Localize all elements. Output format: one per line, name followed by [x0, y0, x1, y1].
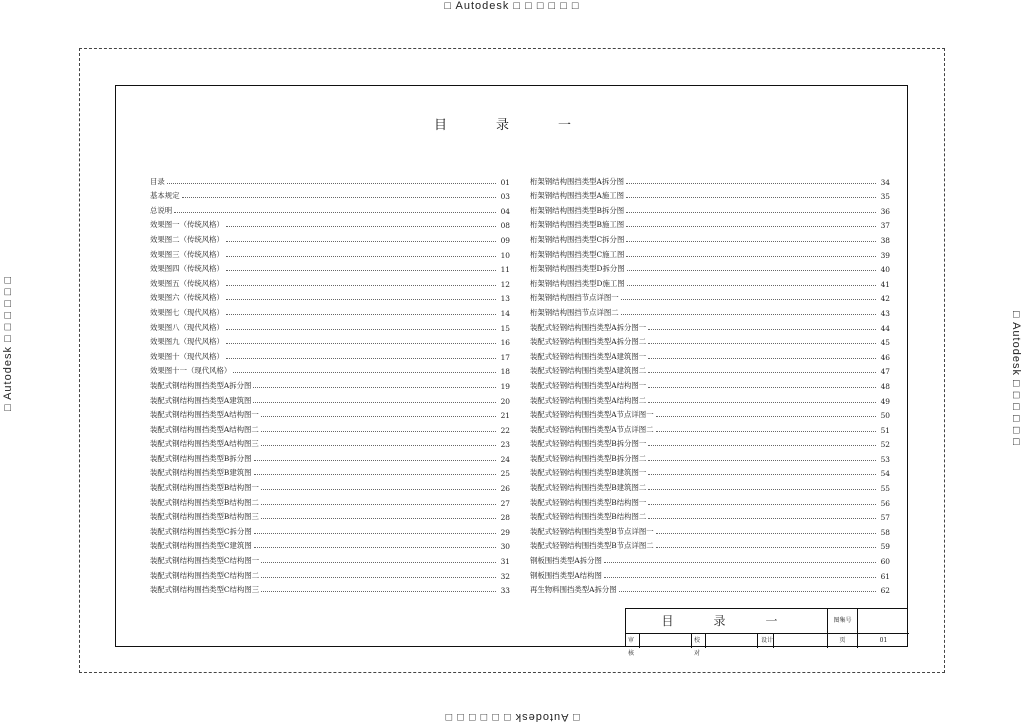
toc-entry [530, 362, 890, 377]
toc-entry-page: 15 [500, 323, 510, 333]
toc-entry-title: 效果图二（传统风格） [150, 234, 224, 244]
toc-dot-leader [648, 387, 876, 388]
toc-entry-title: 效果图九（现代风格） [150, 337, 224, 347]
toc-entry-page: 49 [880, 396, 890, 406]
toc-entry-title: 效果图十一（现代风格） [150, 366, 232, 376]
toc-entry-page: 33 [500, 586, 510, 596]
toc-entry-title: 装配式钢结构围挡类型A建筑图 [150, 395, 252, 405]
toc-entry-page: 31 [500, 557, 510, 567]
toc-entry-title: 装配式轻钢结构围挡类型A结构图二 [530, 395, 647, 405]
toc-entry [530, 216, 890, 231]
check-value [706, 634, 758, 648]
toc-dot-leader [648, 329, 876, 330]
toc-entry-page: 36 [880, 206, 890, 216]
toc-entry [150, 318, 510, 333]
toc-dot-leader [261, 489, 496, 490]
toc-dot-leader [233, 372, 496, 373]
toc-entry-page: 27 [500, 498, 510, 508]
toc-entry [150, 508, 510, 523]
toc-entry-page: 01 [500, 177, 510, 187]
toc-entry [150, 420, 510, 435]
toc-entry-title: 效果图十（现代风格） [150, 351, 224, 361]
toc-entry [150, 493, 510, 508]
toc-entry-page: 47 [880, 367, 890, 377]
toc-entry-page: 32 [500, 571, 510, 581]
toc-dot-leader [619, 591, 876, 592]
design-label: 设计 [758, 634, 774, 648]
toc-dot-leader [261, 518, 496, 519]
toc-entry [530, 347, 890, 362]
toc-entry-page: 51 [880, 425, 890, 435]
toc-entry [530, 508, 890, 523]
toc-entry [150, 260, 510, 275]
toc-entry [530, 493, 890, 508]
toc-entry-page: 22 [500, 425, 510, 435]
toc-entry-title: 装配式钢结构围挡类型B结构图一 [150, 483, 259, 493]
toc-entry-page: 08 [500, 221, 510, 231]
toc-entry [150, 201, 510, 216]
toc-entry-title: 装配式轻钢结构围挡类型A节点详图一 [530, 410, 654, 420]
toc-entry [150, 522, 510, 537]
toc-entry [150, 581, 510, 596]
toc-dot-leader [226, 241, 496, 242]
toc-entry-title: 装配式轻钢结构围挡类型B建筑图二 [530, 483, 647, 493]
toc-entry [530, 551, 890, 566]
toc-entry-title: 装配式轻钢结构围挡类型B结构图二 [530, 512, 647, 522]
toc-entry-title: 目录 [150, 176, 165, 186]
review-value [640, 634, 692, 648]
toc-entry-page: 42 [880, 294, 890, 304]
toc-entry-page: 35 [880, 192, 890, 202]
toc-dot-leader [648, 489, 876, 490]
toc-entry [150, 333, 510, 348]
toc-entry-page: 13 [500, 294, 510, 304]
toc-entry-title: 总说明 [150, 205, 173, 215]
page-value: 01 [879, 637, 888, 644]
design-value [774, 634, 828, 648]
toc-entry-page: 55 [880, 484, 890, 494]
toc-dot-leader [648, 460, 876, 461]
toc-entry [530, 420, 890, 435]
toc-entry [150, 537, 510, 552]
toc-entry-title: 效果图四（传统风格） [150, 264, 224, 274]
toc-dot-leader [656, 533, 876, 534]
toc-entry [150, 274, 510, 289]
toc-dot-leader [604, 562, 876, 563]
toc-entry-title: 装配式轻钢结构围挡类型B节点详图二 [530, 541, 654, 551]
toc-entry-title: 装配式轻钢结构围挡类型A节点详图二 [530, 424, 654, 434]
toc-entry-page: 37 [880, 221, 890, 231]
toc-dot-leader [254, 474, 496, 475]
toc-dot-leader [626, 241, 876, 242]
title-block [625, 608, 908, 657]
toc-entry-page: 59 [880, 542, 890, 552]
toc-entry [150, 362, 510, 377]
toc-dot-leader [656, 547, 876, 548]
watermark-right: □ Autodesk □ □ □ □ □ □ [1010, 311, 1022, 447]
toc-entry-page: 24 [500, 454, 510, 464]
toc-entry-title: 装配式钢结构围挡类型A拆分图 [150, 380, 252, 390]
toc-entry [150, 347, 510, 362]
toc-entry-title: 桁架钢结构围挡节点详图二 [530, 307, 619, 317]
toc-entry [150, 478, 510, 493]
toc-entry [150, 289, 510, 304]
toc-entry [150, 172, 510, 187]
review-label: 审核 [626, 634, 640, 648]
toc-dot-leader [253, 402, 496, 403]
toc-dot-leader [174, 212, 496, 213]
toc-entry-page: 19 [500, 381, 510, 391]
toc-entry-page: 26 [500, 484, 510, 494]
toc-entry-page: 38 [880, 235, 890, 245]
watermark-bottom: □ Autodesk □ □ □ □ □ □ [444, 711, 580, 723]
toc-dot-leader [627, 285, 876, 286]
toc-entry-title: 桁架钢结构围挡节点详图一 [530, 293, 619, 303]
toc-entry-page: 10 [500, 250, 510, 260]
toc-entry [150, 435, 510, 450]
toc-entry-title: 桁架钢结构围挡类型B拆分图 [530, 205, 625, 215]
toc-entry-page: 04 [500, 206, 510, 216]
toc-entry [530, 187, 890, 202]
toc-entry-page: 41 [880, 279, 890, 289]
toc-entry-title: 效果图三（传统风格） [150, 249, 224, 259]
toc-entry [530, 274, 890, 289]
toc-entry-title: 装配式钢结构围挡类型B结构图三 [150, 512, 259, 522]
toc-dot-leader [648, 358, 876, 359]
toc-entry [530, 391, 890, 406]
toc-entry-title: 装配式钢结构围挡类型B结构图二 [150, 497, 259, 507]
toc-dot-leader [182, 197, 496, 198]
toc-entry-title: 装配式轻钢结构围挡类型A结构图一 [530, 380, 647, 390]
toc-entry-title: 装配式轻钢结构围挡类型A建筑图一 [530, 351, 647, 361]
toc-entry-page: 56 [880, 498, 890, 508]
toc-dot-leader [627, 270, 876, 271]
toc-entry-title: 装配式钢结构围挡类型C结构图一 [150, 556, 260, 566]
toc-entry [530, 245, 890, 260]
toc-dot-leader [226, 329, 496, 330]
toc-entry-page: 28 [500, 513, 510, 523]
toc-entry-title: 装配式钢结构围挡类型A结构图三 [150, 439, 259, 449]
watermark-top: □ Autodesk □ □ □ □ □ □ [444, 0, 580, 12]
toc-dot-leader [226, 226, 496, 227]
toc-entry [530, 201, 890, 216]
watermark-left: □ Autodesk □ □ □ □ □ □ [2, 275, 14, 411]
toc-entry-page: 21 [500, 411, 510, 421]
toc-entry-page: 17 [500, 352, 510, 362]
toc-entry [530, 522, 890, 537]
toc-dot-leader [226, 270, 496, 271]
toc-entry [530, 376, 890, 391]
toc-dot-leader [254, 460, 496, 461]
toc-right-column [530, 172, 890, 595]
toc-dot-leader [167, 183, 496, 184]
toc-entry-page: 23 [500, 440, 510, 450]
toc-entry-page: 52 [880, 440, 890, 450]
toc-entry-page: 11 [500, 265, 510, 275]
toc-dot-leader [253, 387, 496, 388]
toc-dot-leader [626, 256, 876, 257]
toc-entry [530, 435, 890, 450]
toc-dot-leader [626, 226, 876, 227]
toc-entry [530, 230, 890, 245]
toc-entry-title: 桁架钢结构围挡类型C施工图 [530, 249, 625, 259]
toc-entry-title: 装配式钢结构围挡类型A结构图一 [150, 410, 259, 420]
toc-dot-leader [254, 547, 496, 548]
toc-entry [530, 303, 890, 318]
title-block-signature-row [626, 634, 909, 657]
toc-entry-title: 钢板围挡类型A拆分图 [530, 556, 602, 566]
toc-entry [530, 318, 890, 333]
toc-entry [530, 581, 890, 596]
toc-entry [150, 464, 510, 479]
toc-entry-page: 45 [880, 338, 890, 348]
toc-entry-title: 效果图七（现代风格） [150, 307, 224, 317]
toc-entry [150, 187, 510, 202]
toc-entry-title: 钢板围挡类型A结构图 [530, 570, 602, 580]
toc-entry [530, 449, 890, 464]
toc-entry-page: 60 [880, 557, 890, 567]
toc-entry [150, 406, 510, 421]
toc-entry-title: 效果图八（现代风格） [150, 322, 224, 332]
toc-entry-title: 效果图五（传统风格） [150, 278, 224, 288]
toc-entry-title: 装配式钢结构围挡类型C拆分图 [150, 526, 252, 536]
toc-entry-title: 装配式钢结构围挡类型C结构图二 [150, 570, 260, 580]
toc-entry-title: 桁架钢结构围挡类型D施工图 [530, 278, 625, 288]
toc-entry-page: 09 [500, 235, 510, 245]
toc-entry-page: 44 [880, 323, 890, 333]
toc-entry [530, 478, 890, 493]
toc-entry-page: 46 [880, 352, 890, 362]
toc-dot-leader [226, 285, 496, 286]
toc-dot-leader [626, 183, 876, 184]
toc-entry-page: 53 [880, 454, 890, 464]
toc-entry [530, 406, 890, 421]
toc-entry-title: 基本规定 [150, 191, 180, 201]
toc-entry-title: 装配式轻钢结构围挡类型B建筑图一 [530, 468, 647, 478]
toc-entry-title: 装配式轻钢结构围挡类型B结构图一 [530, 497, 647, 507]
title-block-figno-value [858, 609, 909, 634]
toc-entry [530, 566, 890, 581]
toc-entry [530, 289, 890, 304]
toc-entry [150, 551, 510, 566]
toc-dot-leader [261, 504, 496, 505]
toc-entry [150, 245, 510, 260]
toc-entry-title: 效果图一（传统风格） [150, 220, 224, 230]
toc-dot-leader [261, 416, 496, 417]
toc-entry-page: 34 [880, 177, 890, 187]
toc-entry-title: 效果图六（传统风格） [150, 293, 224, 303]
toc-entry [150, 566, 510, 581]
toc-entry-title: 装配式钢结构围挡类型C建筑图 [150, 541, 252, 551]
toc-entry [150, 449, 510, 464]
toc-dot-leader [226, 256, 496, 257]
toc-entry [530, 464, 890, 479]
toc-dot-leader [648, 343, 876, 344]
toc-entry-title: 装配式轻钢结构围挡类型A拆分图一 [530, 322, 647, 332]
toc-entry-page: 48 [880, 381, 890, 391]
toc-dot-leader [261, 562, 496, 563]
toc-dot-leader [648, 372, 876, 373]
toc-entry-page: 57 [880, 513, 890, 523]
toc-entry [150, 216, 510, 231]
toc-entry-page: 16 [500, 338, 510, 348]
toc-dot-leader [648, 445, 876, 446]
toc-dot-leader [648, 504, 876, 505]
drawing-frame [115, 85, 908, 657]
page-title: 目 录 一 [433, 118, 589, 133]
toc-entry [150, 391, 510, 406]
toc-entry-title: 桁架钢结构围挡类型B施工图 [530, 220, 625, 230]
toc-entry-page: 18 [500, 367, 510, 377]
toc-entry [150, 230, 510, 245]
toc-entry-page: 20 [500, 396, 510, 406]
toc-entry-page: 29 [500, 527, 510, 537]
toc-entry-title: 装配式轻钢结构围挡类型A建筑图二 [530, 366, 647, 376]
toc-entry-title: 装配式钢结构围挡类型B建筑图 [150, 468, 252, 478]
toc-entry-page: 43 [880, 308, 890, 318]
toc-entry-page: 58 [880, 527, 890, 537]
toc-entry-page: 30 [500, 542, 510, 552]
toc-entry-title: 桁架钢结构围挡类型C拆分图 [530, 234, 625, 244]
toc-entry-title: 装配式钢结构围挡类型C结构图三 [150, 585, 260, 595]
title-block-figno-label: 图集号 [828, 609, 858, 634]
toc-dot-leader [621, 299, 876, 300]
toc-dot-leader [656, 416, 876, 417]
toc-entry-page: 12 [500, 279, 510, 289]
toc-dot-leader [648, 518, 876, 519]
toc-entry [150, 303, 510, 318]
toc-dot-leader [261, 591, 496, 592]
toc-dot-leader [621, 314, 876, 315]
toc-entry-title: 装配式轻钢结构围挡类型A拆分图二 [530, 337, 647, 347]
toc-entry-page: 03 [500, 192, 510, 202]
toc-entry-page: 14 [500, 308, 510, 318]
toc-dot-leader [226, 299, 496, 300]
toc-entry-title: 桁架钢结构围挡类型A施工图 [530, 191, 625, 201]
toc-entry-page: 50 [880, 411, 890, 421]
title-block-name: 目 录 一 [626, 609, 828, 634]
toc-entry-title: 再生物料围挡类型A拆分图 [530, 585, 617, 595]
toc-dot-leader [254, 533, 496, 534]
toc-dot-leader [226, 343, 496, 344]
toc-dot-leader [626, 197, 876, 198]
toc-left-column [150, 172, 510, 595]
toc-entry-title: 桁架钢结构围挡类型D拆分图 [530, 264, 625, 274]
toc-entry-page: 39 [880, 250, 890, 260]
toc-entry-title: 桁架钢结构围挡类型A拆分图 [530, 176, 625, 186]
toc-entry [150, 376, 510, 391]
toc-entry [530, 333, 890, 348]
toc-dot-leader [261, 577, 496, 578]
toc-entry-title: 装配式钢结构围挡类型B拆分图 [150, 453, 252, 463]
toc-dot-leader [626, 212, 876, 213]
toc-entry-page: 25 [500, 469, 510, 479]
toc-entry-page: 54 [880, 469, 890, 479]
toc-entry [530, 260, 890, 275]
toc-dot-leader [226, 358, 496, 359]
toc-dot-leader [261, 445, 496, 446]
toc-entry-page: 62 [880, 586, 890, 596]
toc-entry-title: 装配式轻钢结构围挡类型B节点详图一 [530, 526, 654, 536]
toc-dot-leader [656, 431, 876, 432]
toc-dot-leader [648, 474, 876, 475]
check-label: 校对 [692, 634, 706, 648]
toc-entry [530, 172, 890, 187]
toc-entry-page: 61 [880, 571, 890, 581]
toc-entry-title: 装配式轻钢结构围挡类型B拆分图一 [530, 439, 647, 449]
toc-entry-title: 装配式钢结构围挡类型A结构图二 [150, 424, 259, 434]
toc-entry [530, 537, 890, 552]
toc-dot-leader [648, 402, 876, 403]
toc-dot-leader [261, 431, 496, 432]
toc-entry-page: 40 [880, 265, 890, 275]
toc-dot-leader [604, 577, 876, 578]
page-label: 页 [828, 634, 858, 648]
toc-dot-leader [226, 314, 496, 315]
toc-entry-title: 装配式轻钢结构围挡类型B拆分图二 [530, 453, 647, 463]
